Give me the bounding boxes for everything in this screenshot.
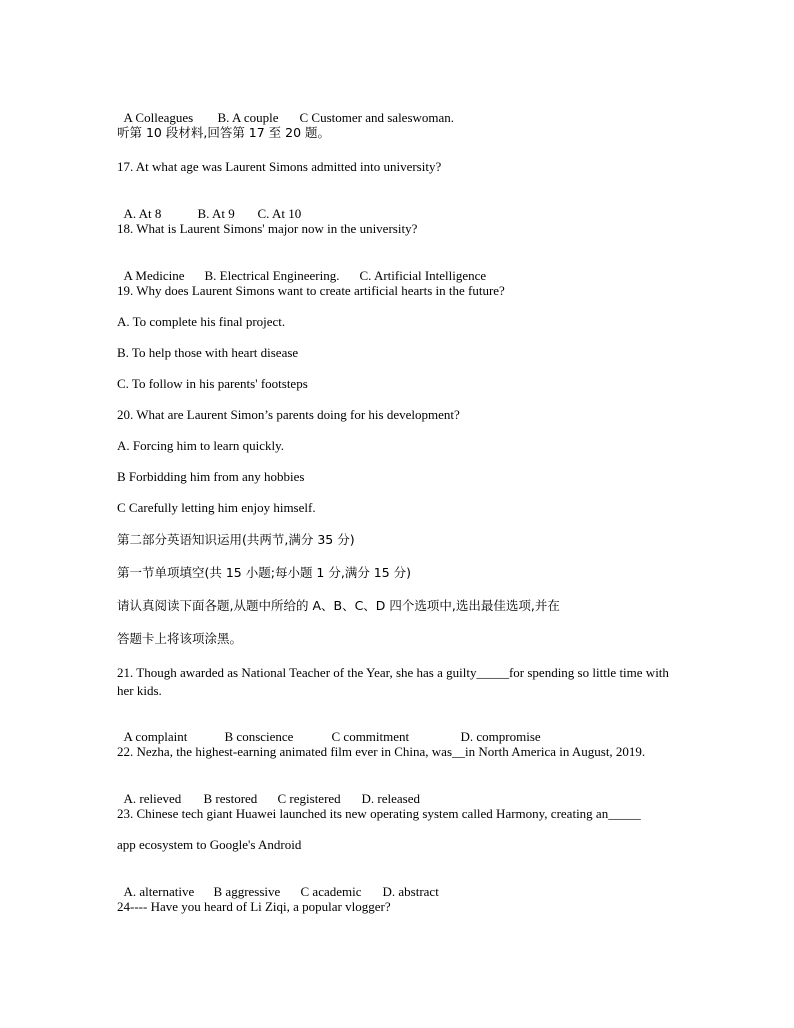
q16-options [117, 94, 454, 126]
q23-option-a: A. alternative [123, 884, 195, 899]
q17-question: 17. At what age was Laurent Simons admitted into university? [117, 159, 442, 174]
q18-option-a: A Medicine [123, 268, 185, 283]
q23-question-line-1: 23. Chinese tech giant Huawei launched its new operating system called Harmony, creating an_____ [117, 806, 641, 821]
q21-option-d: D. compromise [460, 729, 541, 744]
q17-option-c: C. At 10 [257, 206, 302, 221]
q23-question-line-2: app ecosystem to Google's Android [117, 837, 302, 852]
q21-options [117, 713, 541, 745]
section10-instruction: 听第 10 段材料,回答第 17 至 20 题。 [117, 125, 331, 140]
part2-title: 第二部分英语知识运用(共两节,满分 35 分) [117, 532, 355, 547]
q20-option-c: C Carefully letting him enjoy himself. [117, 500, 316, 515]
q23-option-b: B aggressive [213, 884, 281, 899]
q17-options [117, 190, 301, 222]
q18-option-c: C. Artificial Intelligence [359, 268, 487, 283]
q19-question: 19. Why does Laurent Simons want to create artificial hearts in the future? [117, 283, 505, 298]
q18-question: 18. What is Laurent Simons' major now in the university? [117, 221, 418, 236]
q16-option-b: B. A couple [217, 110, 279, 125]
q21-option-b: B conscience [224, 729, 294, 744]
section1-title: 第一节单项填空(共 15 小题;每小题 1 分,满分 15 分) [117, 565, 412, 580]
q16-option-c: C Customer and saleswoman. [299, 110, 455, 125]
q18-option-b: B. Electrical Engineering. [204, 268, 340, 283]
q22-option-b: B restored [203, 791, 258, 806]
q19-option-a: A. To complete his final project. [117, 314, 286, 329]
q21-option-a: A complaint [123, 729, 188, 744]
q20-option-a: A. Forcing him to learn quickly. [117, 438, 285, 453]
q17-option-a: A. At 8 [123, 206, 162, 221]
q18-options [117, 252, 486, 284]
q21-question: 21. Though awarded as National Teacher of the Year, she has a guilty_____for spending so little time with her kids. [117, 665, 669, 698]
q23-option-c: C academic [300, 884, 362, 899]
q20-option-b: B Forbidding him from any hobbies [117, 469, 305, 484]
q23-option-d: D. abstract [382, 884, 439, 899]
q16-option-a: A Colleagues [123, 110, 194, 125]
q24-question: 24---- Have you heard of Li Ziqi, a popular vlogger? [117, 899, 391, 914]
instruction-line-2: 答题卡上将该项涂黑。 [117, 631, 243, 646]
q23-options [117, 868, 439, 900]
q19-option-c: C. To follow in his parents' footsteps [117, 376, 308, 391]
q22-options [117, 775, 420, 807]
q21-option-c: C commitment [331, 729, 410, 744]
q19-option-b: B. To help those with heart disease [117, 345, 299, 360]
q22-option-d: D. released [361, 791, 420, 806]
q22-option-a: A. relieved [123, 791, 182, 806]
q22-option-c: C registered [277, 791, 341, 806]
instruction-line-1: 请认真阅读下面各题,从题中所给的 A、B、C、D 四个选项中,选出最佳选项,并在 [117, 598, 560, 613]
q22-question: 22. Nezha, the highest-earning animated film ever in China, was__in North America in August, 2019. [117, 744, 646, 759]
q20-question: 20. What are Laurent Simon’s parents doing for his development? [117, 407, 460, 422]
q17-option-b: B. At 9 [197, 206, 235, 221]
